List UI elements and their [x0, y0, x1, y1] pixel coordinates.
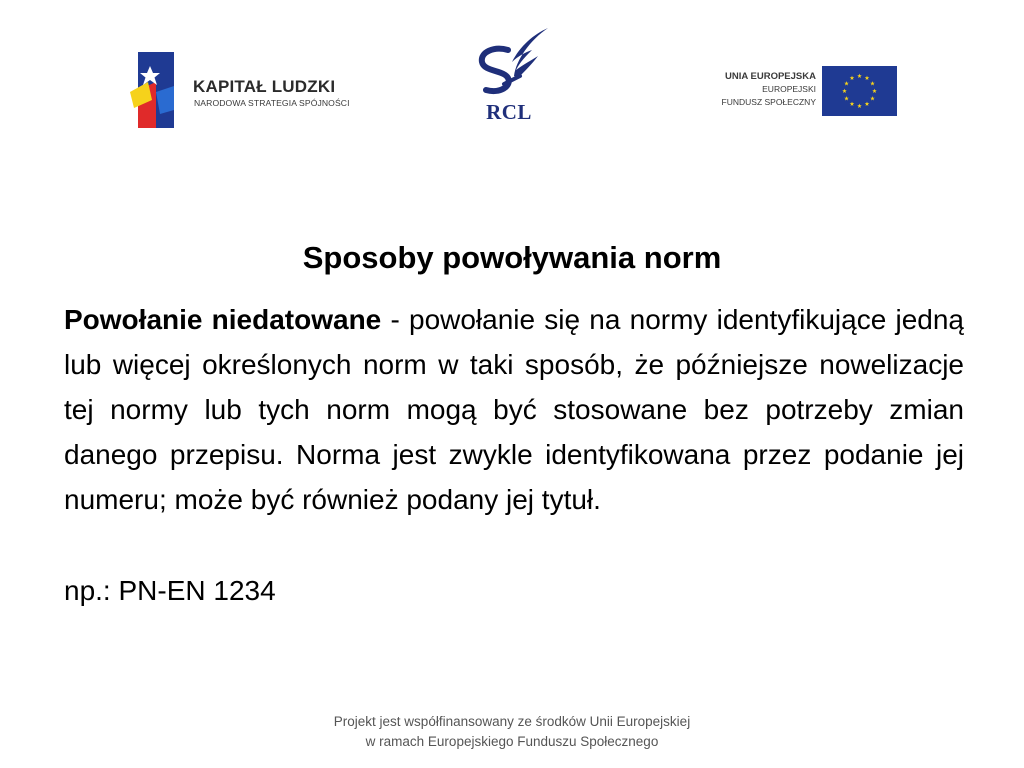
footer-line1: Projekt jest współfinansowany ze środków Unii Europejskiej: [333, 714, 691, 729]
eu-logo-line3: FUNDUSZ SPOŁECZNY: [721, 97, 816, 107]
kapital-ludzki-emblem-icon: [130, 52, 178, 128]
eu-logo: [700, 64, 900, 118]
eu-logo-line2: EUROPEJSKI: [762, 84, 816, 94]
quill-pen-icon: [474, 26, 554, 102]
kapital-ludzki-subtitle: NARODOWA STRATEGIA SPÓJNOŚCI: [194, 98, 350, 108]
footer: [0, 712, 1024, 752]
definition-paragraph: [64, 297, 964, 522]
eu-logo-line1: UNIA EUROPEJSKA: [725, 71, 816, 82]
kapital-ludzki-title: KAPITAŁ LUDZKI: [193, 77, 336, 96]
eu-flag-icon: [822, 66, 897, 116]
rcl-logo-text: RCL: [486, 100, 532, 124]
example-text: np.: PN-EN 1234: [64, 575, 276, 606]
footer-line2: w ramach Europejskiego Funduszu Społecznego: [365, 734, 659, 749]
rcl-logo: [474, 26, 554, 130]
defined-term: Powołanie niedatowane: [64, 304, 382, 335]
slide-title: Sposoby powoływania norm: [302, 240, 722, 275]
definition-text: - powołanie się na normy identyfikujące jedną lub więcej określonych norm w taki sposób, że późniejsze nowelizacje tej normy lub tych norm mogą być stosowane bez potrzeby zmian danego przepisu. Norma jest zwykle identyfikowana przez podanie jej numeru; może być również podany jej tytuł.: [64, 304, 964, 515]
eu-logo-text: [700, 70, 816, 109]
kapital-ludzki-logo: [130, 52, 370, 132]
